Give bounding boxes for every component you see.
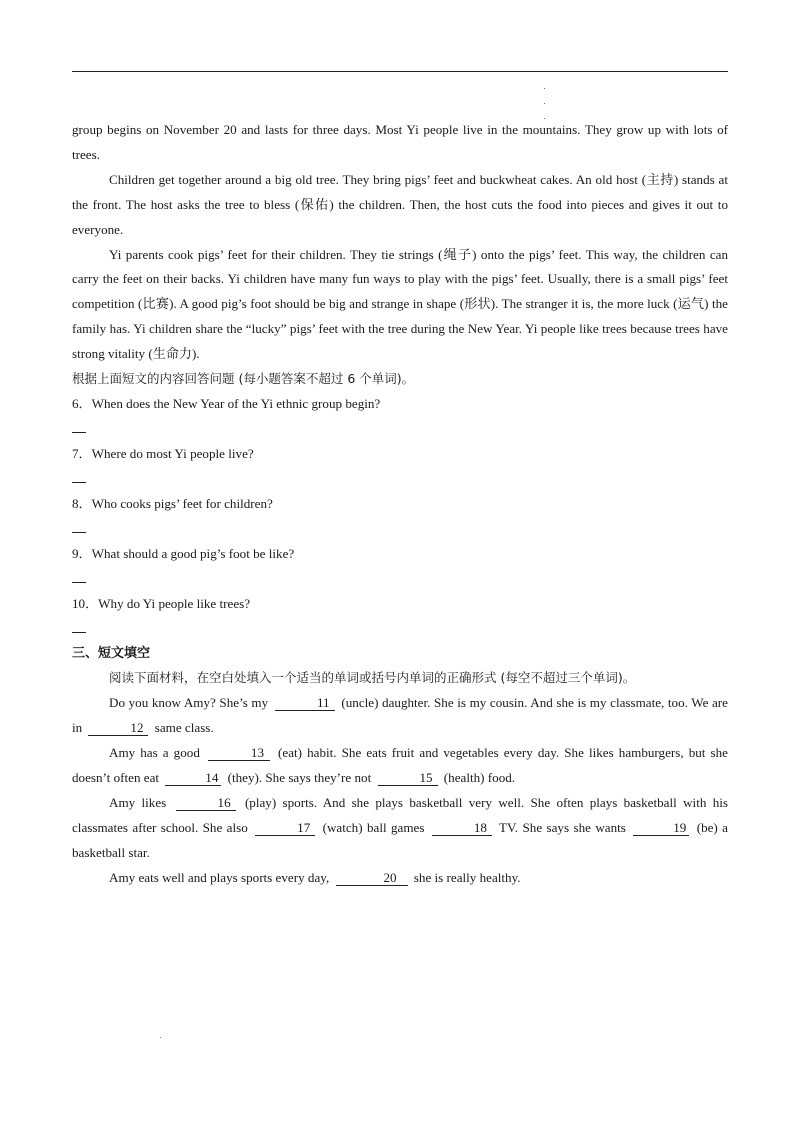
- cloze-text: (they). She says they’re not: [227, 770, 372, 786]
- cloze-text: (health) food.: [443, 770, 516, 786]
- answer-line[interactable]: [72, 467, 728, 492]
- answer-line[interactable]: [72, 617, 728, 642]
- section-heading: 三、短文填空: [72, 645, 151, 661]
- question: 7．Where do most Yi people live?: [72, 445, 254, 461]
- passage-paragraph: Children get together around a big old tree. They bring pigs’ feet and buckwheat cakes. An old host (主持) stands at the front. The host asks the tree to bless (保佑) the children. Then, the host cuts the food into pieces and gives it out to everyone.: [72, 171, 728, 237]
- question: 10．Why do Yi people like trees?: [72, 595, 251, 611]
- header-rule: [72, 71, 728, 72]
- cloze-paragraph: [72, 691, 728, 741]
- answer-line[interactable]: [72, 567, 728, 592]
- speck: [544, 103, 545, 104]
- blank-15[interactable]: 15: [378, 770, 438, 786]
- cloze-text: (play) sports. And she plays basketball very well. She often plays basketball with his classmates after school. She also: [72, 794, 728, 835]
- speck: [160, 1037, 161, 1038]
- blank-19[interactable]: 19: [633, 820, 689, 836]
- blank-18[interactable]: 18: [432, 820, 492, 836]
- section-instruction: 阅读下面材料，在空白处填入一个适当的单词或括号内单词的正确形式 (每空不超过三个单词)。: [109, 670, 636, 686]
- blank-20[interactable]: 20: [336, 870, 408, 886]
- cloze-text: Amy has a good: [109, 745, 200, 761]
- answer-line[interactable]: [72, 417, 728, 442]
- question: 8．Who cooks pigs’ feet for children?: [72, 495, 273, 511]
- question: 6．When does the New Year of the Yi ethnic group begin?: [72, 395, 381, 411]
- passage-paragraph: group begins on November 20 and lasts for three days. Most Yi people live in the mountains. They grow up with lots of trees.: [72, 122, 728, 162]
- cloze-text: Do you know Amy? She’s my: [109, 695, 269, 711]
- question: 9．What should a good pig’s foot be like?: [72, 545, 295, 561]
- cloze-text: she is really healthy.: [413, 869, 521, 885]
- answer-line[interactable]: [72, 517, 728, 542]
- cloze-paragraph: [72, 791, 728, 866]
- passage-paragraph: Yi parents cook pigs’ feet for their children. They tie strings (绳子) onto the pigs’ feet. This way, the children can carry the feet on their backs. Yi children have many fun ways to play with the pigs’ feet. Usually, there is a small pigs’ feet competition (比赛). A good pig’s foot should be big and strange in shape (形状). The stranger it is, the more luck (运气) the family has. Yi children share the “lucky” pigs’ feet with the tree during the New Year. Yi people like trees because trees have strong vitality (生命力).: [72, 246, 728, 362]
- blank-16[interactable]: 16: [176, 795, 236, 811]
- blank-14[interactable]: 14: [165, 770, 221, 786]
- blank-13[interactable]: 13: [208, 745, 270, 761]
- speck: [544, 88, 545, 89]
- blank-17[interactable]: 17: [255, 820, 315, 836]
- page-content: [72, 118, 728, 891]
- cloze-paragraph: [72, 866, 728, 891]
- cloze-paragraph: [72, 741, 728, 791]
- cloze-text: (watch) ball games: [322, 819, 425, 835]
- cloze-text: (eat) habit. She eats fruit and vegetables every day. She likes hamburgers, but she doesn’t often eat: [72, 745, 728, 786]
- blank-11[interactable]: 11: [275, 695, 335, 711]
- question-instruction: 根据上面短文的内容回答问题 (每小题答案不超过 6 个单词)。: [72, 371, 415, 387]
- cloze-text: Amy likes: [109, 794, 167, 810]
- blank-12[interactable]: 12: [88, 720, 148, 736]
- cloze-text: TV. She says she wants: [499, 819, 626, 835]
- cloze-text: Amy eats well and plays sports every day,: [109, 869, 330, 885]
- cloze-text: (be) a basketball star.: [72, 819, 728, 860]
- cloze-text: same class.: [154, 720, 214, 736]
- cloze-text: (uncle) daughter. She is my cousin. And she is my classmate, too. We are in: [72, 695, 728, 736]
